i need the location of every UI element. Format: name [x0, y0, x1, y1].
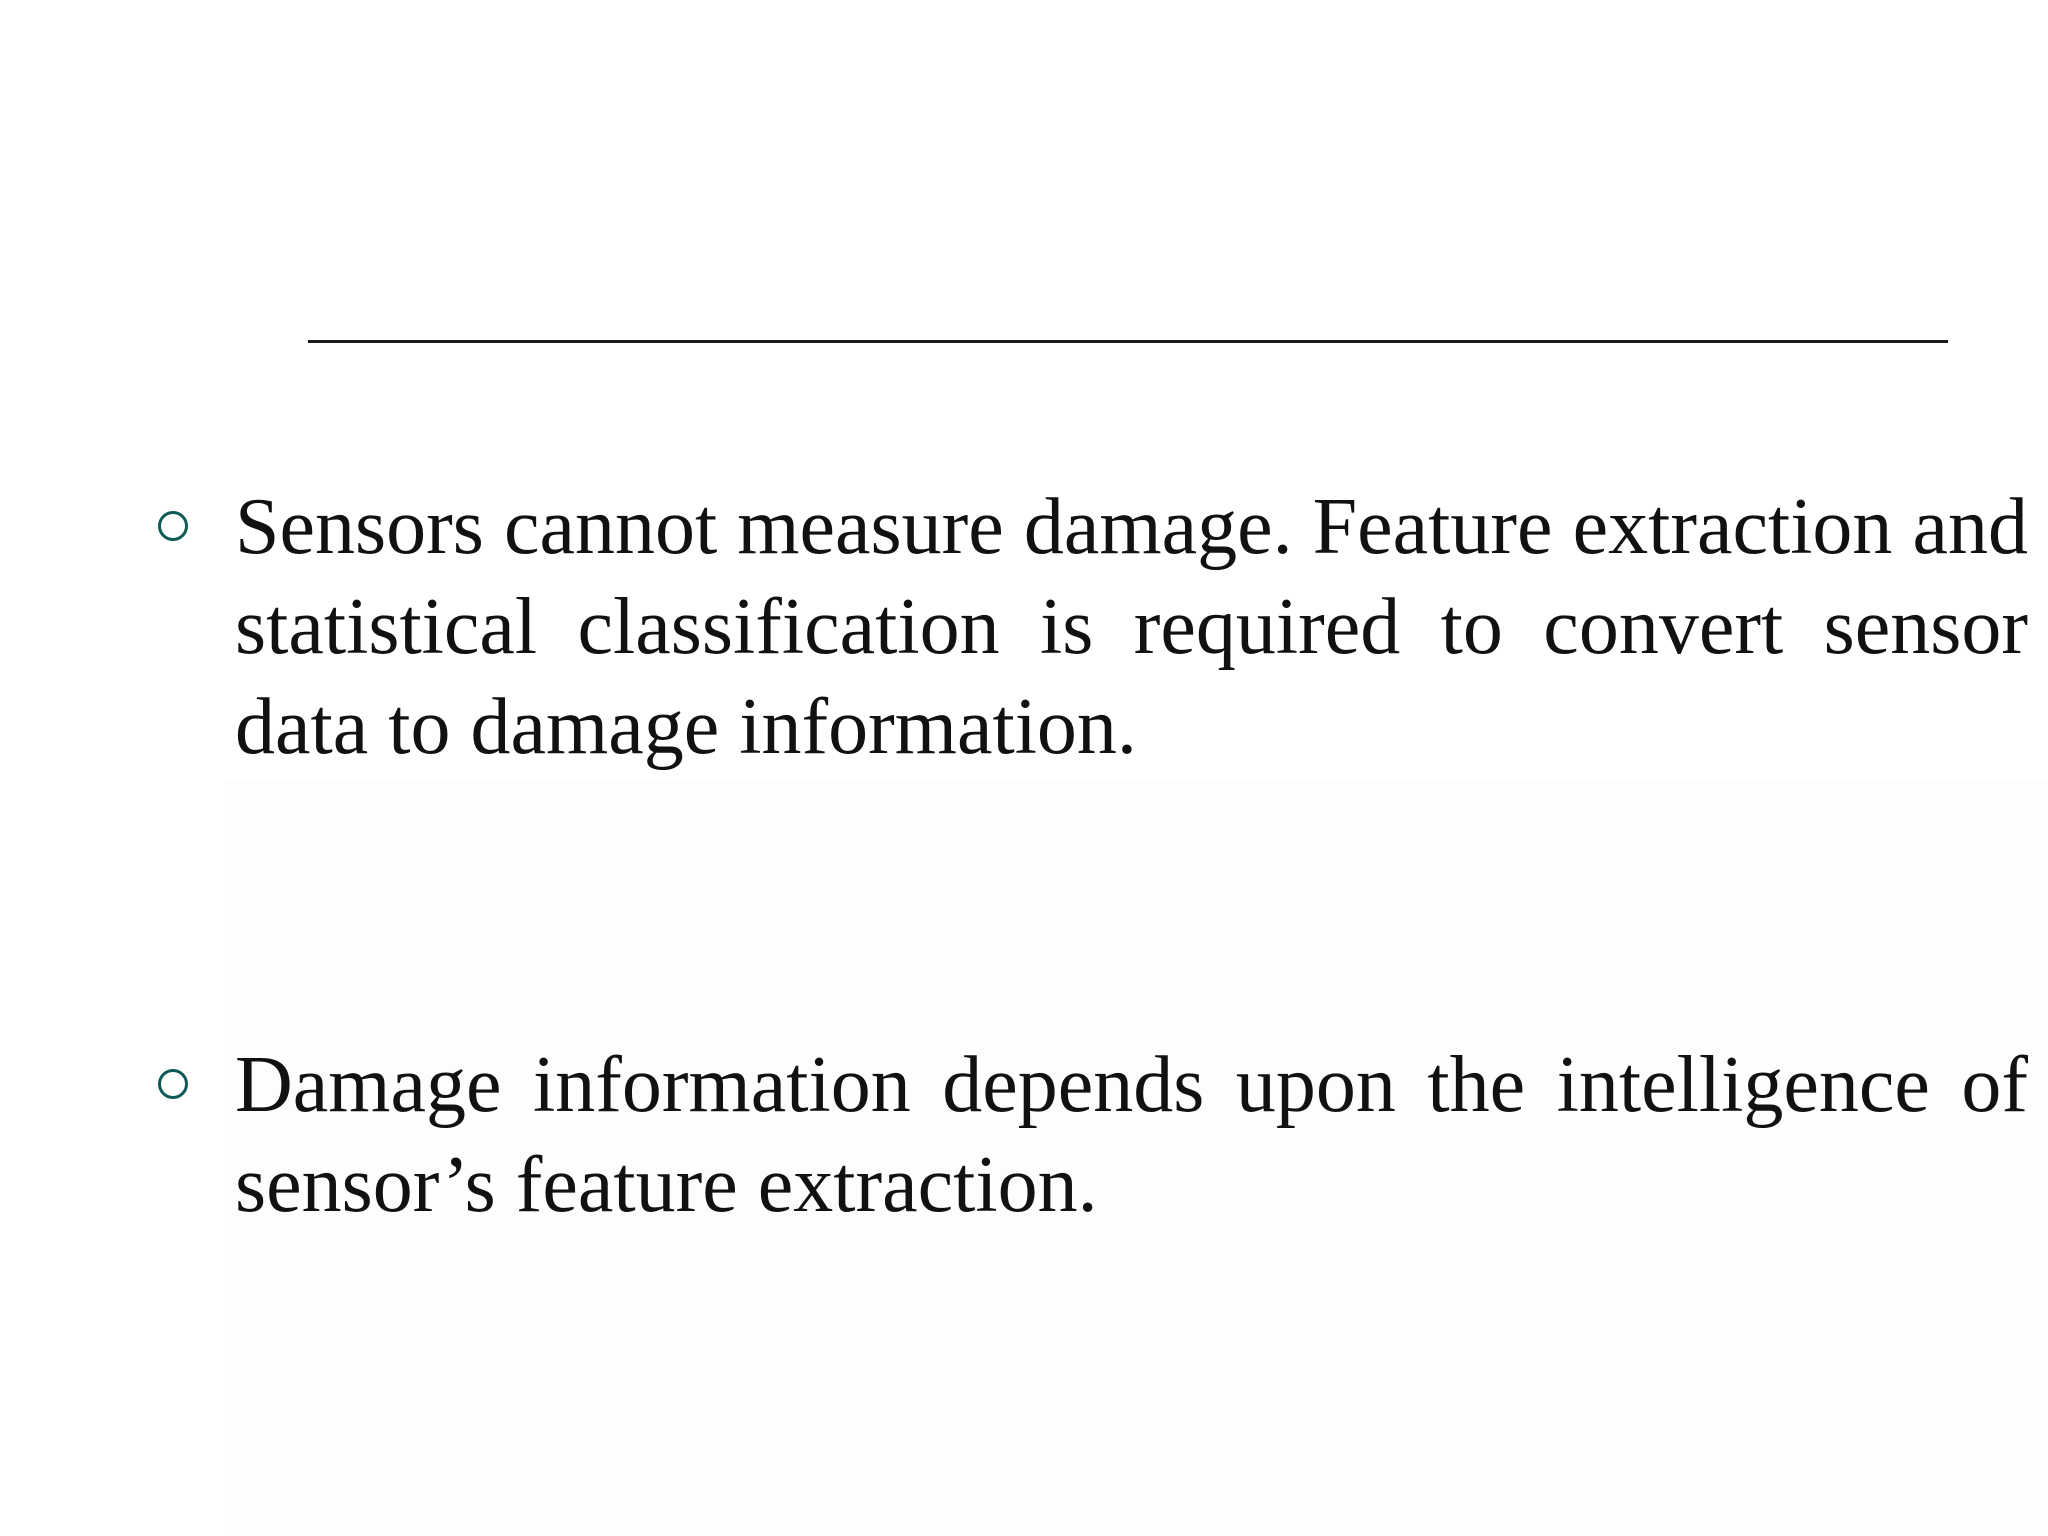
bullet-text-1: Sensors cannot measure damage. Feature extraction and statistical classification is required to convert sensor data to damage information.	[235, 483, 2028, 771]
bullet-text-2: Damage information depends upon the intelligence of sensor’s feature extraction.	[235, 1041, 2028, 1229]
hollow-circle-bullet-icon	[158, 511, 188, 541]
title-underline-rule	[308, 340, 1948, 343]
hollow-circle-bullet-icon	[158, 1069, 188, 1099]
